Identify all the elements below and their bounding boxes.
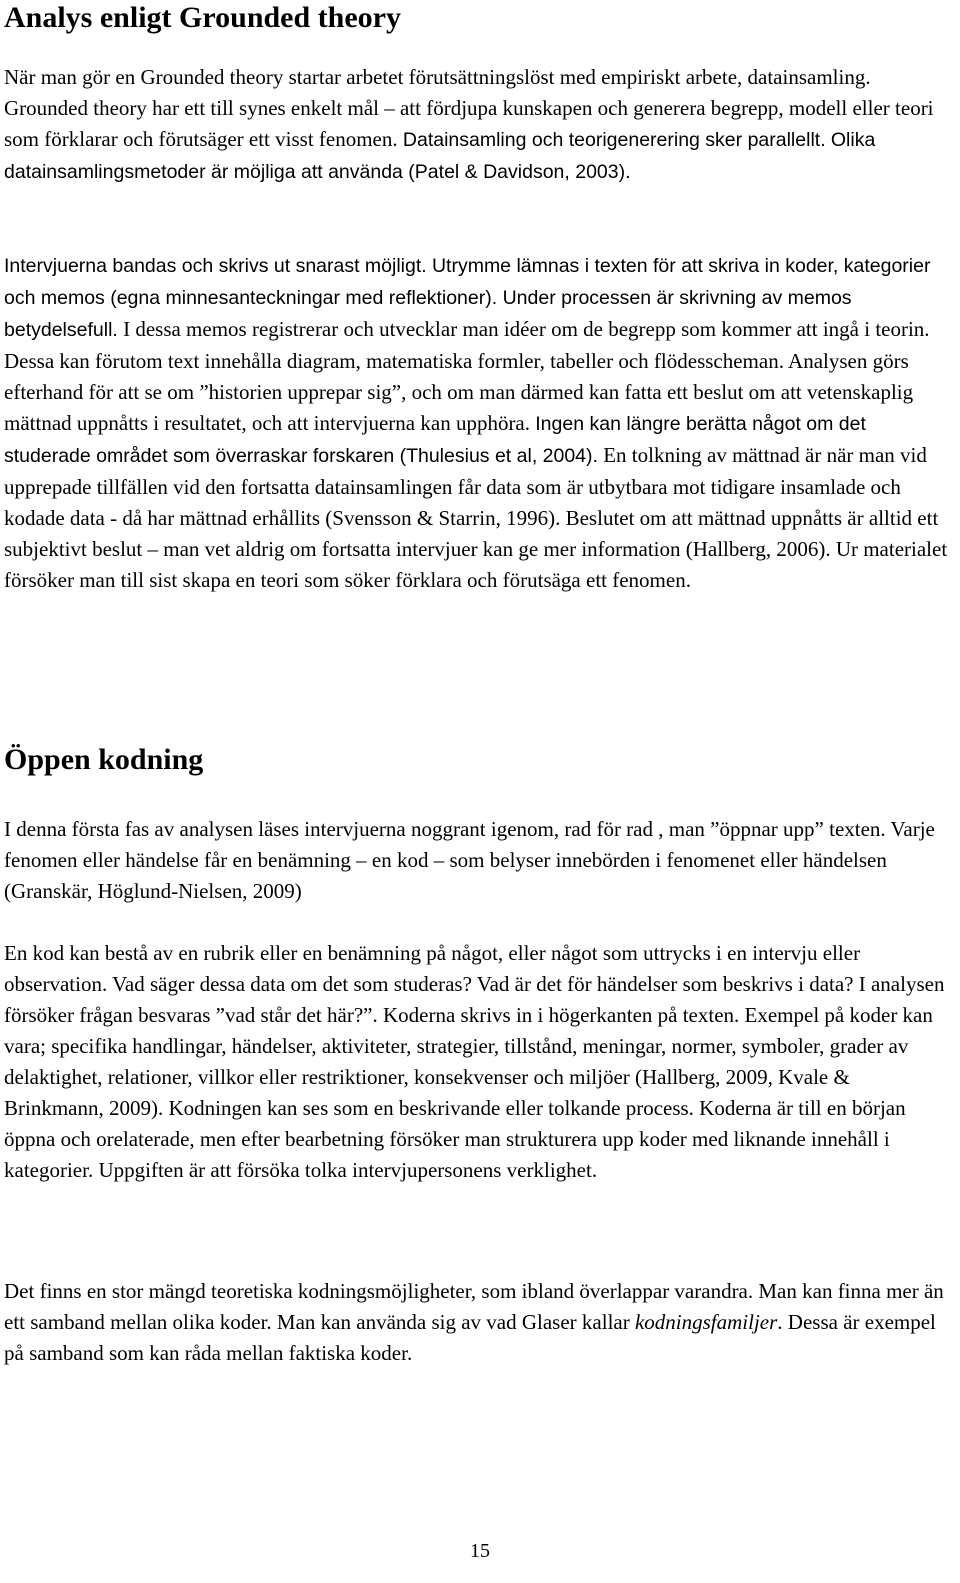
paragraph-run: I denna första fas av analysen läses intervjuerna noggrant igenom, rad för rad , man ”öppnar upp” texten. Varje fenomen eller händelse får en benämning – en kod – som belyser innebörden i fenomenet eller händelsen (Granskär, Höglund-Nielsen, 2009) [4,817,935,903]
paragraph-run: När man gör en Grounded theory startar arbetet förutsättningslöst med empiriskt arbete, datainsamling. Grounded theory har ett till synes enkelt mål – att fördjupa kunskapen och generera begrepp, modell eller teori som förklarar och förutsäger ett visst fenomen. [4,65,934,151]
paragraph-run: Intervjuerna bandas och skrivs ut snarast möjligt. [4,255,427,277]
paragraph-run: Utrymme lämnas i texten för att skriva in koder, kategorier och memos (egna minnesanteckningar med reflektioner). Under processen är skrivning av memos betydelsefull. [4,255,931,341]
body-paragraph-code-definition [4,938,950,1186]
body-paragraph-interviews [4,250,950,596]
paragraph-run-italic: kodningsfamiljer [634,1310,778,1334]
paragraph-run: I dessa memos registrerar och utvecklar man idéer om de begrepp som kommer att ingå i teorin. [123,317,930,341]
body-paragraph-coding-families [4,1276,950,1369]
paragraph-run: Det finns en stor mängd teoretiska kodningsmöjligheter, som ibland överlappar varandra. Man kan finna mer än ett samband mellan olika koder. Man kan använda sig av vad Glaser kallar [4,1279,944,1334]
paragraph-run: Olika datainsamlingsmetoder är möjliga att använda (Patel & Davidson, 2003). [4,129,876,183]
body-paragraph-first-phase [4,814,950,907]
section-heading-oppen-kodning: Öppen kodning [4,743,204,776]
paragraph-run: . Dessa är exempel på samband som kan råda mellan faktiska koder. [4,1310,936,1365]
page-number: 15 [470,1540,490,1562]
paragraph-run: En kod kan bestå av en rubrik eller en benämning på något, eller något som uttrycks i en intervju eller observation. Vad säger dessa data om det som studeras? Vad är det för händelser som beskrivs i data? I analysen försöker frågan besvaras ”vad står det här?”. Koderna skrivs in i högerkanten på texten. Exempel på koder kan vara; specifika handlingar, händelser, aktiviteter, strategier, tillstånd, meningar, normer, symboler, grader av delaktighet, relationer, villkor eller restriktioner, konsekvenser och miljöer (Hallberg, 2009, Kvale & Brinkmann, 2009). Kodningen kan ses som en beskrivande eller tolkande process. Koderna är till en början öppna och orelaterade, men efter bearbetning försöker man strukturera upp koder med liknande innehåll i kategorier. Uppgiften är att försöka tolka intervjupersonens verklighet. [4,941,945,1182]
paragraph-run: En tolkning av mättnad är när man vid upprepade tillfällen vid den fortsatta datainsamlingen får data som är utbytbara mot tidigare insamlade och kodade data - då har mättnad erhållits (Svensson & Starrin, 1996). Beslutet om att mättnad uppnåtts är alltid ett subjektivt beslut – man vet aldrig om fortsatta intervjuer kan ge mer information (Hallberg, 2006). Ur materialet försöker man till sist skapa en teori som söker förklara och förutsäga ett fenomen. [4,443,948,592]
paragraph-run: Datainsamling och teorigenerering sker parallellt. [402,129,826,151]
paragraph-run: Dessa kan förutom text innehålla diagram, matematiska formler, tabeller och flödesscheman. Analysen görs efterhand för att se om ”historien upprepar sig”, och om man därmed kan fatta ett beslut om att vetenskaplig mättnad uppnåtts i resultatet, och att intervjuerna kan upphöra. [4,349,914,435]
section-heading-grounded-theory: Analys enligt Grounded theory [4,1,401,34]
body-paragraph-grounded-intro [4,62,950,188]
paragraph-run: Ingen kan längre berätta något om det studerade området som överraskar forskaren (Thulesius et al, 2004). [4,413,866,467]
